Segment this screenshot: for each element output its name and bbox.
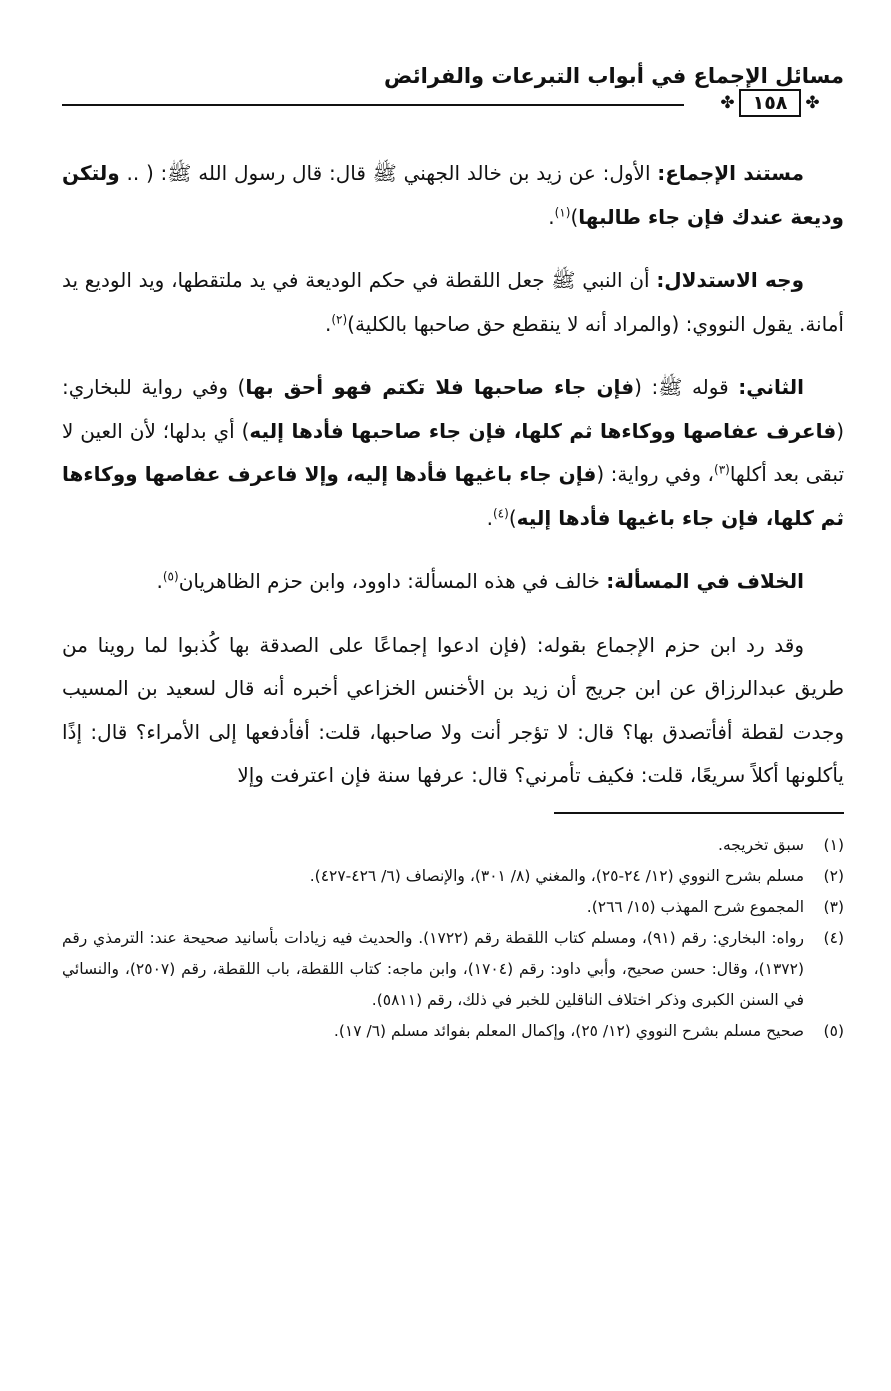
footnote-text: سبق تخريجه. <box>718 835 804 854</box>
footnote-number: (٣) <box>823 897 844 916</box>
text-run: ، وفي رواية: ( <box>596 462 714 486</box>
footnote-text: صحيح مسلم بشرح النووي (١٢/ ٢٥)، وإكمال المعلم بفوائد مسلم (٦/ ١٧). <box>333 1021 804 1040</box>
paragraph-disagreement <box>62 560 844 604</box>
text-run: ) أي بدلها؛ لأن العين لا تبقى بعد أكلها <box>62 418 845 486</box>
running-title: مسائل الإجماع في أبواب التبرعات والفرائض <box>384 64 844 88</box>
page-number-frame <box>716 89 824 117</box>
paragraph-inference <box>62 259 844 346</box>
paragraph-second <box>62 366 844 540</box>
text-run: ) وفي رواية للبخاري: ( <box>62 375 844 443</box>
text-run: أن النبي ﷺ جعل اللقطة في حكم الوديعة في يد ملتقطها، ويد الوديع يد أمانة. يقول النووي: (والمراد أنه لا ينقطع حق صاحبها بالكلية) <box>62 268 844 336</box>
text-run: ) <box>508 505 517 530</box>
footnote-ref: (٢) <box>331 311 348 326</box>
book-page <box>62 60 844 1047</box>
footnote-number: (٤) <box>823 928 844 947</box>
header-rule <box>62 104 684 106</box>
text-run: . <box>156 569 163 593</box>
text-run: وقد رد ابن حزم الإجماع بقوله: (فإن ادعوا إجماعًا على الصدقة بها كُذبوا لما روينا من طريق عبدالرزاق عن ابن جريج أن زيد بن الأخنس الخزاعي أخبره أنه قال لسعيد بن المسيب وجدت لقطة أفأتصدق بها؟ قال: لا تؤجر أنت ولا صاحبها، قلت: أفأدفعها إلى الأمراء؟ قال: إذًا يأكلونها أكلاً سريعًا، قلت: فكيف تأمرني؟ قال: عرفها سنة فإن اعترفت وإلا <box>62 632 844 787</box>
paragraph-rebuttal <box>62 624 844 798</box>
text-run: قوله ﷺ: ( <box>634 375 739 399</box>
hadith-quote: فاعرف عفاصها ووكاءها ثم كلها، فإن جاء صاحبها فأدها إليه <box>249 418 837 443</box>
text-run: خالف في هذه المسألة: داوود، وابن حزم الظاهريان <box>178 569 607 593</box>
running-head <box>62 60 844 114</box>
text-run: ) <box>570 204 579 229</box>
ornament-left-icon: ✤ <box>720 92 735 113</box>
footnote-ref: (٤) <box>492 505 509 520</box>
footnotes <box>62 830 844 1047</box>
paragraph-lead: الثاني: <box>738 375 805 399</box>
page-number: ١٥٨ <box>739 89 802 117</box>
paragraph-evidence <box>62 152 844 239</box>
footnote-number: (١) <box>823 835 844 854</box>
paragraph-lead: وجه الاستدلال: <box>656 268 804 292</box>
footnote <box>62 861 844 892</box>
text-run: الأول: عن زيد بن خالد الجهني ﷺ قال: قال رسول الله ﷺ: ( .. <box>119 161 658 185</box>
footnote-number: (٥) <box>823 1021 844 1040</box>
footnote-ref: (١) <box>554 204 571 219</box>
footnote-text: مسلم بشرح النووي (١٢/ ٢٤-٢٥)، والمغني (٨/ ٣٠١)، والإنصاف (٦/ ٤٢٦-٤٢٧). <box>309 866 804 885</box>
footnote <box>62 830 844 861</box>
footnote-number: (٢) <box>823 866 844 885</box>
text-run: . <box>486 505 493 530</box>
footnote <box>62 1016 844 1047</box>
hadith-quote: ولتكن وديعة عندك فإن جاء طالبها <box>62 161 844 229</box>
body-text <box>62 152 844 798</box>
footnote-text: المجموع شرح المهذب (١٥/ ٢٦٦). <box>586 897 804 916</box>
text-run: . <box>548 204 555 229</box>
paragraph-lead: الخلاف في المسألة: <box>606 569 804 593</box>
footnote <box>62 892 844 923</box>
paragraph-lead: مستند الإجماع: <box>657 161 804 185</box>
text-run: . <box>324 311 332 336</box>
ornament-right-icon: ✤ <box>805 92 820 113</box>
hadith-quote: فإن جاء باغيها فأدها إليه، وإلا فاعرف عفاصها ووكاءها ثم كلها، فإن جاء باغيها فأدها إليه <box>62 462 844 530</box>
hadith-quote: فإن جاء صاحبها فلا تكتم فهو أحق بها <box>245 375 635 399</box>
footnote-rule <box>554 812 844 814</box>
footnote-text: رواه: البخاري: رقم (٩١)، ومسلم كتاب اللقطة رقم (١٧٢٢). والحديث فيه زيادات بأسانيد صحيحة عند: الترمذي رقم (١٣٧٢)، وقال: حسن صحيح، وأبي داود: رقم (١٧٠٤)، وابن ماجه: كتاب اللقطة، باب اللقطة، رقم (٢٥٠٧)، والنسائي في السنن الكبرى وذكر اختلاف الناقلين للخبر في ذلك، رقم (٥٨١١). <box>62 928 804 1009</box>
footnote-ref: (٥) <box>162 569 179 584</box>
footnote-ref: (٣) <box>714 462 730 477</box>
footnote <box>62 923 844 1016</box>
